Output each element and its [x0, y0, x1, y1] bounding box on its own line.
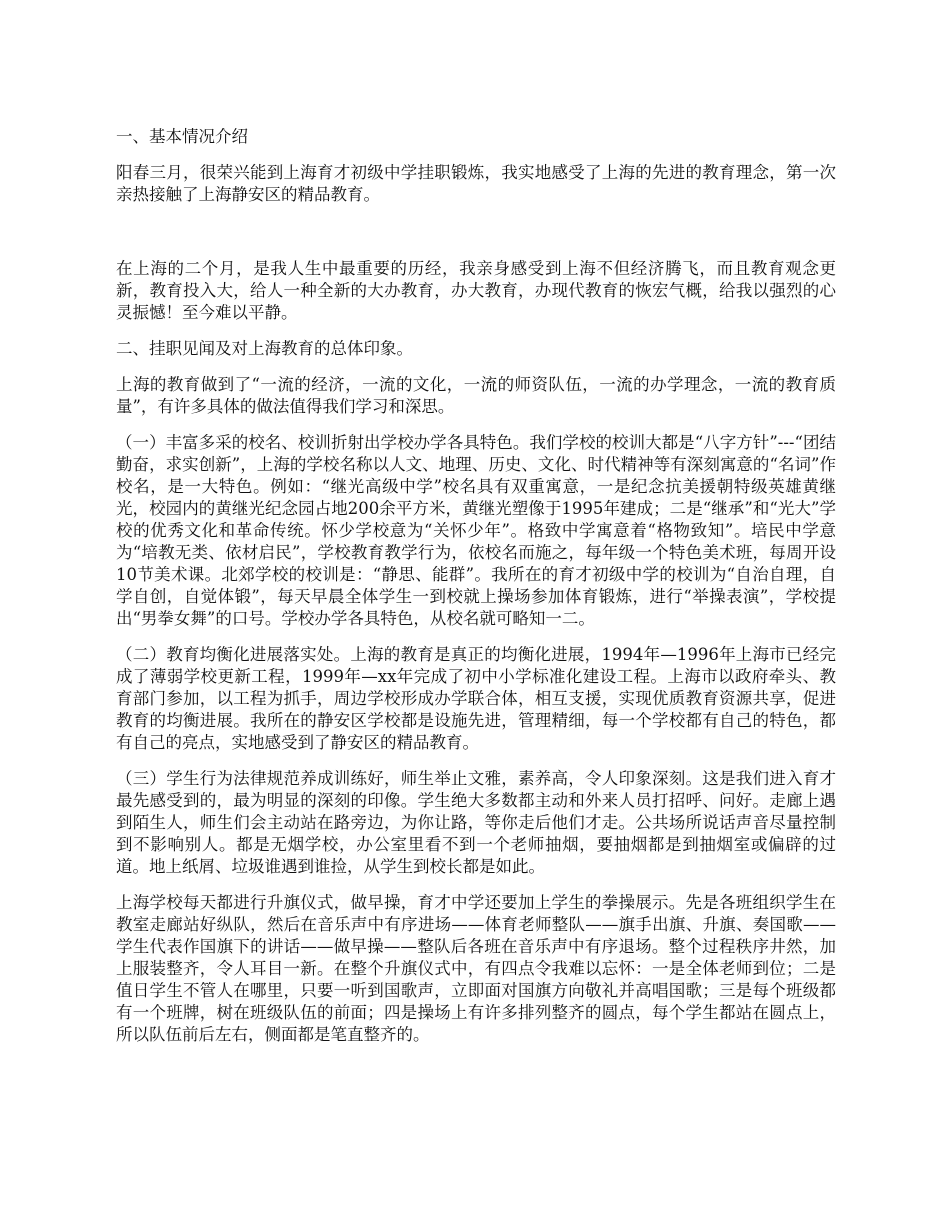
- paragraph-student-behavior: （三）学生行为法律规范养成训练好，师生举止文雅，素养高，令人印象深刻。这是我们进入育才最先感受到的，最为明显的深刻的印像。学生绝大多数都主动和外来人员打招呼、问好。走廊上遇到陌生人，师生们会主动站在路旁边，为你让路，等你走后他们才走。公共场所说话声音尽量控制到不影响别人。都是无烟学校，办公室里看不到一个老师抽烟，要抽烟都是到抽烟室或偏辟的过道。地上纸屑、垃圾谁遇到谁捡，从学生到校长都是如此。: [116, 769, 836, 876]
- paragraph-spacer: [116, 206, 836, 258]
- section-heading-impressions: 二、挂职见闻及对上海教育的总体印象。: [116, 339, 413, 358]
- paragraph-first-class: 上海的教育做到了“一流的经济，一流的文化，一流的师资队伍，一流的办学理念，一流的教育质量”，有许多具体的做法值得我们学习和深思。: [116, 375, 836, 416]
- paragraph-spacer: [116, 878, 836, 892]
- paragraph-two-months: 在上海的二个月，是我人生中最重要的历经，我亲身感受到上海不但经济腾飞，而且教育观念更新，教育投入大，给人一种全新的大办教育，办大教育，办现代教育的恢宏气概，给我以强烈的心灵振憾！至今难以平静。: [116, 259, 836, 322]
- paragraph-flag-ceremony: 上海学校每天都进行升旗仪式，做早操，育才中学还要加上学生的拳操展示。先是各班组织学生在教室走廊站好纵队，然后在音乐声中有序进场——体育老师整队——旗手出旗、升旗、奏国歌——学生代表作国旗下的讲话——做早操——整队后各班在音乐声中有序退场。整个过程秩序井然，加上服装整齐，令人耳目一新。在整个升旗仪式中，有四点令我难以忘怀：一是全体老师到位；二是值日学生不管人在哪里，只要一听到国歌声，立即面对国旗方向敬礼并高唱国歌；三是每个班级都有一个班牌，树在班级队伍的前面；四是操场上有许多排列整齐的圆点，每个学生都站在圆点上，所以队伍前后左右，侧面都是笔直整齐的。: [116, 893, 836, 1044]
- section-heading-basic-info: 一、基本情况介绍: [116, 127, 248, 146]
- paragraph-spacer: [116, 418, 836, 432]
- paragraph-spacer: [116, 360, 836, 374]
- paragraph-intro: 阳春三月，很荣兴能到上海育才初级中学挂职锻炼，我实地感受了上海的先进的教育理念，第一次亲热接触了上海静安区的精品教育。: [116, 163, 836, 204]
- paragraph-spacer: [116, 754, 836, 768]
- paragraph-school-names: （一）丰富多采的校名、校训折射出学校办学各具特色。我们学校的校训大都是“八字方针”---“团结勤奋，求实创新”，上海的学校名称以人文、地理、历史、文化、时代精神等有深刻寓意的“名词”作校名，是一大特色。例如：“继光高级中学”校名具有双重寓意，一是纪念抗美援朝特级英雄黄继光，校园内的黄继光纪念园占地200余平方米，黄继光塑像于1995年建成；二是“继承”和“光大”学校的优秀文化和革命传统。怀少学校意为“关怀少年”。格致中学寓意着“格物致知”。培民中学意为“培教无类、依材启民”，学校教育教学行为，依校名而施之，每年级一个特色美术班，每周开设10节美术课。北郊学校的校训是：“静思、能群”。我所在的育才初级中学的校训为“自治自理，自学自创，自觉体锻”，每天早晨全体学生一到校就上操场参加体育锻炼，进行“举操表演”，学校提出“男拳女舞”的口号。学校办学各具特色，从校名就可略知一二。: [116, 433, 836, 628]
- paragraph-spacer: [116, 324, 836, 338]
- paragraph-spacer: [116, 148, 836, 162]
- paragraph-spacer: [116, 630, 836, 644]
- paragraph-balanced-development: （二）教育均衡化进展落实处。上海的教育是真正的均衡化进展，1994年—1996年上海市已经完成了薄弱学校更新工程，1999年—xx年完成了初中小学标准化建设工程。上海市以政府牵头、教育部门参加，以工程为抓手，周边学校形成办学联合体，相互支援，实现优质教育资源共享，促进教育的均衡进展。我所在的静安区学校都是设施先进，管理精细，每一个学校都有自己的特色，都有自己的亮点，实地感受到了静安区的精品教育。: [116, 645, 836, 752]
- document-body: [116, 126, 836, 1046]
